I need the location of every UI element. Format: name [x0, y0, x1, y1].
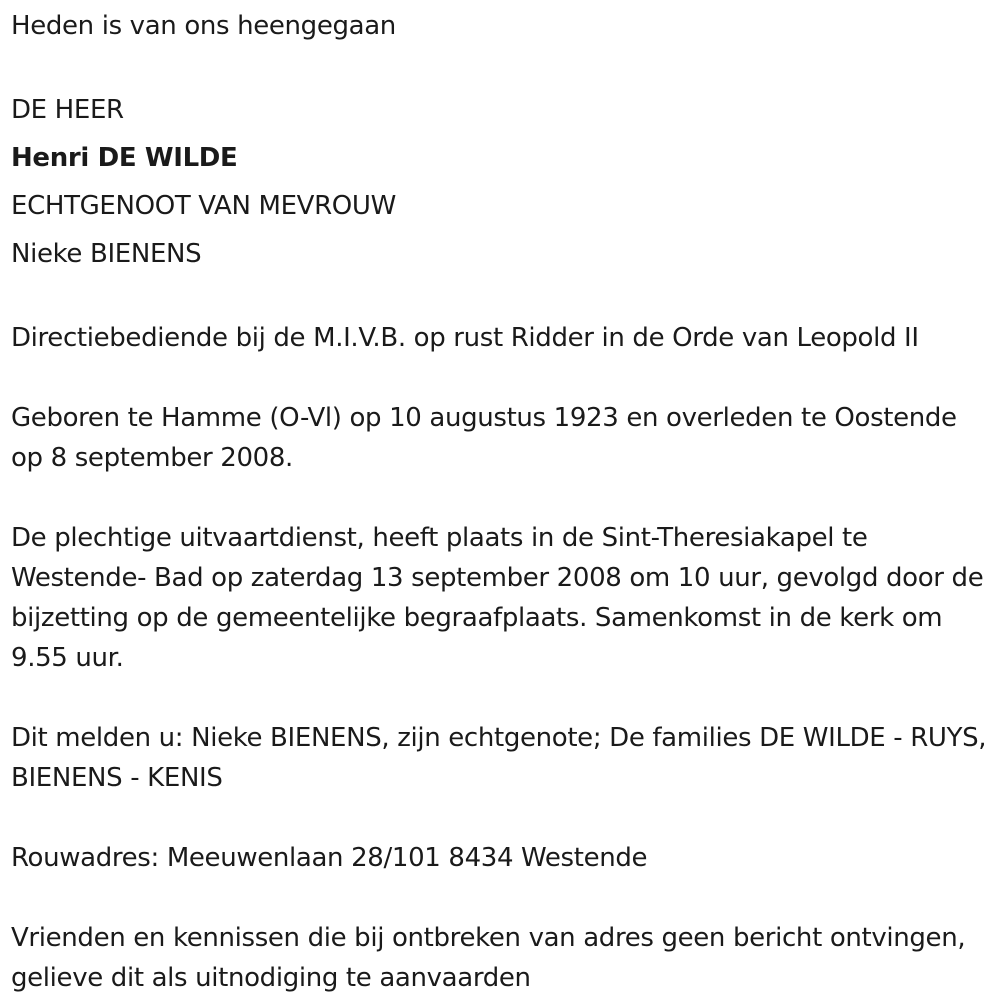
spouse-name: Nieke BIENENS	[11, 239, 202, 269]
obituary-notice	[11, 6, 991, 998]
spouse-label: ECHTGENOOT VAN MEVROUW	[11, 191, 396, 221]
birth-death-text: Geboren te Hamme (O-Vl) op 10 augustus 1923 en overleden te Oostende op 8 september 2008.	[11, 403, 957, 473]
deceased-name: Henri DE WILDE	[11, 143, 238, 173]
address-text: Rouwadres: Meeuwenlaan 28/101 8434 Westende	[11, 843, 648, 873]
occupation-text: Directiebediende bij de M.I.V.B. op rust Ridder in de Orde van Leopold II	[11, 323, 919, 353]
intro-text: Heden is van ons heengegaan	[11, 11, 396, 41]
spacer	[11, 478, 991, 518]
spacer	[11, 46, 991, 86]
spacer	[11, 798, 991, 838]
spacer	[11, 278, 991, 318]
spacer	[11, 878, 991, 918]
spacer	[11, 678, 991, 718]
funeral-text: De plechtige uitvaartdienst, heeft plaats in de Sint-Theresiakapel te Westende- Bad op zaterdag 13 september 2008 om 10 uur, gevolgd door de bijzetting op de gemeentelijke begraafplaats. Samenkomst in de kerk om 9.55 uur.	[11, 523, 984, 673]
announcers-text: Dit melden u: Nieke BIENENS, zijn echtgenote; De families DE WILDE - RUYS, BIENENS - KENIS	[11, 723, 987, 793]
honorific: DE HEER	[11, 95, 124, 125]
spacer	[11, 358, 991, 398]
closing-text: Vrienden en kennissen die bij ontbreken van adres geen bericht ontvingen, gelieve dit als uitnodiging te aanvaarden	[11, 923, 966, 993]
